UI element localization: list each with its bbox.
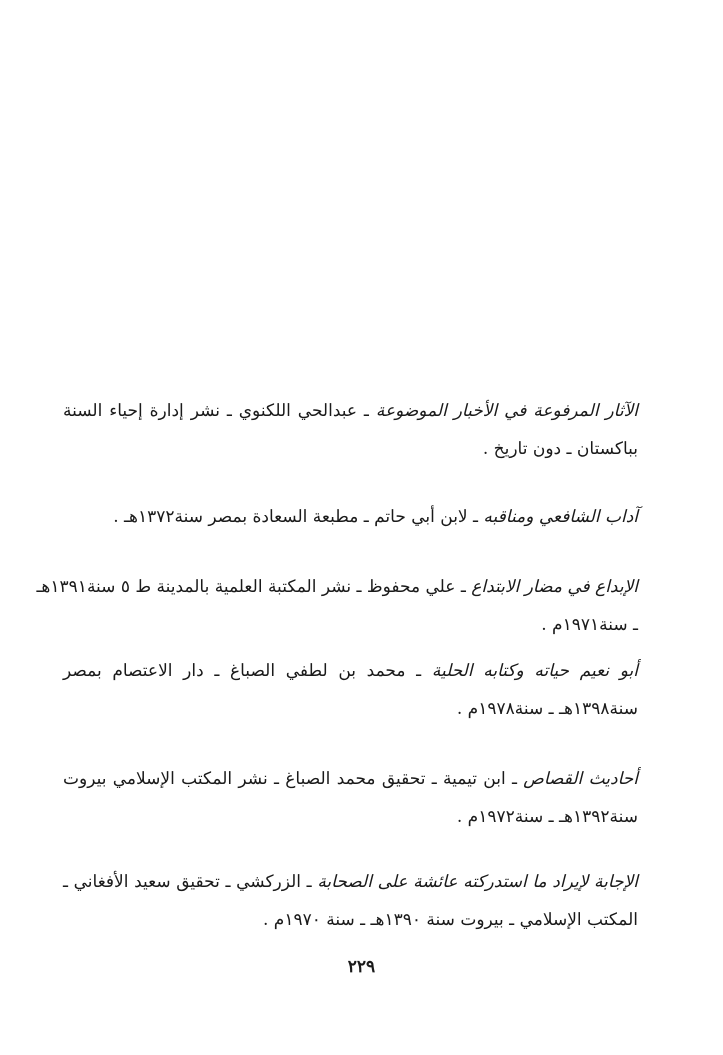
- entry-continuation: ـ سنة١٩٧١م .: [541, 615, 638, 635]
- entry-details: ـ ابن تيمية ـ تحقيق محمد الصباغ ـ نشر المكتب الإسلامي بيروت: [63, 769, 524, 789]
- bibliography-entry: [63, 498, 638, 536]
- entry-continuation: المكتب الإسلامي ـ بيروت سنة ١٣٩٠هـ ـ سنة ١٩٧٠م .: [262, 910, 638, 930]
- bibliography-entry: [63, 392, 638, 468]
- bibliography-entry: [63, 652, 638, 728]
- entry-line: [63, 498, 638, 536]
- entry-details: ـ عبدالحي اللكنوي ـ نشر إدارة إحياء السنة: [63, 401, 376, 421]
- entry-details: ـ الزركشي ـ تحقيق سعيد الأفغاني ـ: [63, 872, 318, 892]
- bibliography-entry: [63, 760, 638, 836]
- entry-line: [36, 568, 638, 606]
- entry-continuation: سنة١٣٩٢هـ ـ سنة١٩٧٢م .: [456, 807, 638, 827]
- book-title: الإجابة لإيراد ما استدركته عائشة على الصحابة: [317, 872, 638, 892]
- bibliography-entry: [63, 863, 638, 939]
- entry-details: ـ لابن أبي حاتم ـ مطبعة السعادة بمصر سنة١٣٧٢هـ .: [113, 507, 484, 527]
- book-title: أحاديث القصاص: [523, 769, 638, 789]
- entry-continuation: سنة١٣٩٨هـ ـ سنة١٩٧٨م .: [456, 699, 638, 719]
- entry-line: [63, 392, 638, 430]
- bibliography-entry: [36, 568, 638, 644]
- entry-line: [63, 760, 638, 798]
- book-title: الإبداع في مضار الابتداع: [471, 577, 638, 597]
- entry-continuation: بباكستان ـ دون تاريخ .: [482, 439, 638, 459]
- entry-line: [63, 863, 638, 901]
- page-number: ٢٢٩: [347, 957, 376, 977]
- entry-details: ـ علي محفوظ ـ نشر المكتبة العلمية بالمدينة ط ٥ سنة١٣٩١هـ: [36, 577, 472, 597]
- book-title: آداب الشافعي ومناقبه: [483, 507, 638, 527]
- book-title: أبو نعيم حياته وكتابه الحلية: [431, 661, 638, 681]
- entry-line: [63, 652, 638, 690]
- entry-details: ـ محمد بن لطفي الصباغ ـ دار الاعتصام بمصر: [63, 661, 432, 681]
- book-title: الآثار المرفوعة في الأخبار الموضوعة: [375, 401, 638, 421]
